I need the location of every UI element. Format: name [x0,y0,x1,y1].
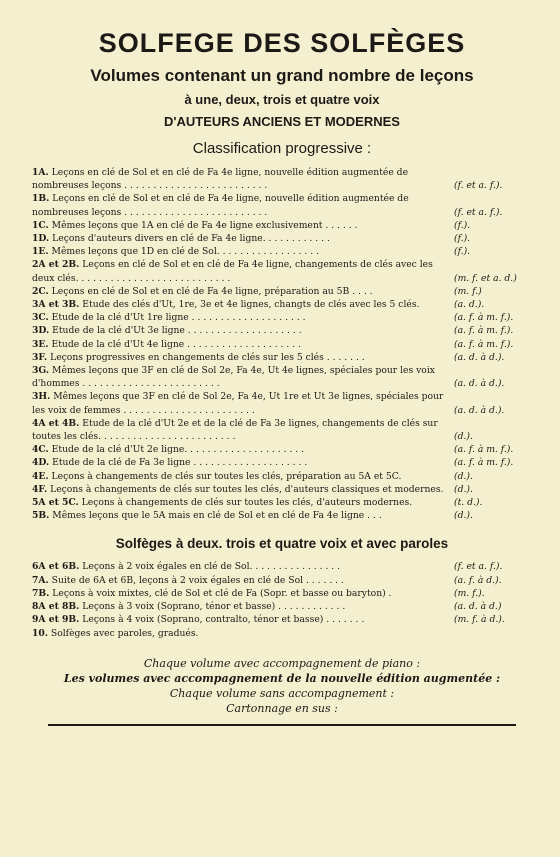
list-item [32,417,532,443]
entry-text [32,351,450,364]
entry-description: Leçons en clé de Sol et en clé de Fa 4e ligne, changements de clés avec les deux clés. . . . . . . . . . . . . . . . . . . . . . . . . . . [32,259,433,284]
list-item [32,338,532,351]
entry-text [32,245,450,258]
difficulty-code: (d.). [454,431,473,443]
entry-number: 2C. [32,285,49,297]
entry-text [32,298,450,311]
bottom-rule [48,724,516,726]
footer-line-2: Les volumes avec accompagnement de la nouvelle édition augmentée : [63,671,501,685]
entry-description: Leçons à changements de clés sur toutes les clés, d'auteurs modernes. [81,497,413,509]
list-item [32,298,532,311]
list-item [32,456,532,469]
entry-text [32,613,450,626]
list-item [32,245,532,258]
entry-number: 7B. [32,587,50,599]
entry-number: 1B. [32,193,50,205]
list-item [32,483,532,496]
entry-number: 4F. [32,483,48,495]
entry-description: Etude des clés d'Ut, 1re, 3e et 4e lignes, changts de clés avec les 5 clés. [82,299,420,311]
list-item [32,613,532,626]
list-item [32,192,532,218]
entry-description: Etude de la clé de Fa 3e ligne . . . . . . . . . . . . . . . . . . . . [52,457,308,469]
authors-line: D'AUTEURS ANCIENS ET MODERNES [164,114,400,129]
page-title: SOLFEGE DES SOLFÈGES [98,28,466,58]
entry-number: 1D. [32,233,50,245]
entry-description: Etude de la clé d'Ut 1re ligne . . . . . . . . . . . . . . . . . . . . [51,312,306,324]
footer-line-1: Chaque volume avec accompagnement de piano : [143,656,421,670]
entry-text [32,470,450,483]
difficulty-code: (a. d.). [454,299,485,311]
entry-text [32,258,450,284]
entry-number: 4D. [32,457,50,469]
entry-description: Leçons à 2 voix égales en clé de Sol. . . . . . . . . . . . . . . . [82,561,341,573]
entry-text [32,483,450,496]
entry-text [32,324,450,337]
entry-number: 8A et 8B. [32,601,80,613]
difficulty-code: (f.). [454,246,471,258]
entry-number: 4E. [32,470,49,482]
list-item [32,627,532,640]
list-item [32,219,532,232]
entry-number: 10. [32,627,48,639]
entry-number: 2A et 2B. [32,259,80,271]
list-item [32,351,532,364]
difficulty-code: (a. f. à m. f.). [454,338,514,350]
entry-number: 9A et 9B. [32,614,80,626]
list-item [32,496,532,509]
entry-description: Suite de 6A et 6B, leçons à 2 voix égales en clé de Sol . . . . . . . [51,574,344,586]
entry-description: Leçons progressives en changements de clés sur les 5 clés . . . . . . . [50,351,365,363]
section2-list [32,560,532,639]
entry-number: 5A et 5C. [32,497,79,509]
list-item [32,285,532,298]
list-item [32,509,532,522]
entry-text [32,364,450,390]
entry-description: Leçons à 3 voix (Soprano, ténor et basse) . . . . . . . . . . . . [82,601,346,613]
footer-line-3: Chaque volume sans accompagnement : [169,686,395,700]
list-item [32,311,532,324]
entry-text [32,192,450,218]
entry-description: Mêmes leçons que 1D en clé de Sol. . . . . . . . . . . . . . . . . . [51,246,319,258]
difficulty-code: (a. d. à d.). [454,378,505,390]
entry-text [32,390,450,416]
difficulty-code: (f. et a. f.). [454,206,503,218]
entry-text [32,443,450,456]
difficulty-code: (a. f. à m. f.). [454,457,514,469]
entry-text [32,509,450,522]
page-subtitle: Volumes contenant un grand nombre de leçons [90,66,474,85]
list-item [32,258,532,284]
entry-number: 6A et 6B. [32,561,80,573]
entry-text [32,574,450,587]
entry-description: Solfèges avec paroles, gradués. [50,627,199,639]
entry-number: 1C. [32,219,49,231]
footer-line-4: Cartonnage en sus : [226,701,338,715]
entry-description: Leçons à changements de clés sur toutes les clés, préparation au 5A et 5C. [51,470,402,482]
list-item [32,443,532,456]
difficulty-code: (a. f. à d.). [454,574,502,586]
list-item [32,574,532,587]
entry-text [32,285,450,298]
entry-description: Etude de la clé d'Ut 3e ligne . . . . . . . . . . . . . . . . . . . . [52,325,302,337]
entry-text [32,600,450,613]
difficulty-code: (m. f.). [454,587,485,599]
classification-list [32,166,532,522]
difficulty-code: (a. d. à d.). [454,351,505,363]
list-item [32,390,532,416]
entry-text [32,560,450,573]
difficulty-code: (f.). [454,233,471,245]
entry-description: Mêmes leçons que 3F en clé de Sol 2e, Fa 4e, Ut 1re et Ut 3e lignes, spéciales pour les voix de femmes . . . . . . . . . . . . . . . . . . . . . . . [32,391,444,416]
entry-number: 3F. [32,351,48,363]
entry-description: Etude de la clé d'Ut 2e et de la clé de Fa 3e lignes, changements de clés sur toutes les clés. . . . . . . . . . . . . . . . . . . . . . . . [32,417,438,443]
entry-number: 3D. [32,325,50,337]
difficulty-code: (a. f. à m. f.). [454,325,514,337]
difficulty-code: (d.). [454,510,473,522]
difficulty-code: (t. d.). [454,497,483,509]
list-item [32,560,532,573]
entry-description: Etude de la clé d'Ut 2e ligne. . . . . . . . . . . . . . . . . . . . . [51,444,305,456]
entry-text [32,311,450,324]
list-item [32,166,532,192]
entry-number: 4C. [32,444,49,456]
list-item [32,232,532,245]
difficulty-code: (m. f.) [454,285,482,297]
entry-description: Etude de la clé d'Ut 4e ligne . . . . . . . . . . . . . . . . . . . . [51,338,301,350]
entry-text [32,587,450,600]
classification-heading: Classification progressive : [192,140,372,157]
difficulty-code: (f. et a. f.). [454,561,503,573]
difficulty-code: (a. d. à d.) [454,601,502,613]
entry-text [32,417,450,443]
voices-line: à une, deux, trois et quatre voix [184,92,380,107]
list-item [32,587,532,600]
entry-description: Leçons à voix mixtes, clé de Sol et clé de Fa (Sopr. et basse ou baryton) . [52,587,392,599]
entry-text [32,232,450,245]
difficulty-code: (m. f. à d.). [454,614,505,626]
entry-number: 7A. [32,574,49,586]
entry-number: 1A. [32,167,49,178]
entry-text [32,627,450,640]
difficulty-code: (f. et a. f.). [454,180,503,192]
entry-number: 4A et 4B. [32,417,80,429]
entry-number: 3H. [32,391,51,403]
entry-description: Mêmes leçons que 3F en clé de Sol 2e, Fa 4e, Ut 4e lignes, spéciales pour les voix d'hommes . . . . . . . . . . . . . . . . . . . . . . . . [32,365,435,390]
entry-number: 5B. [32,510,50,522]
entry-description: Leçons d'auteurs divers en clé de Fa 4e ligne. . . . . . . . . . . . [52,233,330,245]
list-item [32,470,532,483]
entry-text [32,166,450,192]
footer-notes [32,656,532,716]
entry-description: Leçons à changements de clés sur toutes les clés, d'auteurs classiques et modernes. [50,483,444,495]
entry-description: Mêmes leçons que le 5A mais en clé de Sol et en clé de Fa 4e ligne . . . [52,510,382,522]
entry-description: Mêmes leçons que 1A en clé de Fa 4e ligne exclusivement . . . . . . [51,219,358,231]
difficulty-code: (d.). [454,470,473,482]
difficulty-code: (m. f. et a. d.) [454,272,517,284]
entry-number: 3C. [32,312,49,324]
entry-description: Leçons à 4 voix (Soprano, contralto, ténor et basse) . . . . . . . [82,614,365,626]
entry-number: 3A et 3B. [32,299,80,311]
difficulty-code: (d.). [454,483,473,495]
entry-text [32,219,450,232]
entry-text [32,496,450,509]
difficulty-code: (f.). [454,219,471,231]
difficulty-code: (a. f. à m. f.). [454,444,514,456]
entry-description: Leçons en clé de Sol et en clé de Fa 4e ligne, préparation au 5B . . . . [51,285,373,297]
entry-text [32,456,450,469]
list-item [32,364,532,390]
entry-number: 1E. [32,246,49,258]
difficulty-code: (a. d. à d.). [454,404,505,416]
section2-title: Solfèges à deux. trois et quatre voix et avec paroles [115,536,449,552]
entry-description: Leçons en clé de Sol et en clé de Fa 4e ligne, nouvelle édition augmentée de nombreuses leçons . . . . . . . . . . . . . . . . . . . . . . . . . [32,167,409,192]
entry-number: 3E. [32,338,49,350]
entry-text [32,338,450,351]
difficulty-code: (a. f. à m. f.). [454,312,514,324]
entry-description: Leçons en clé de Sol et en clé de Fa 4e ligne, nouvelle édition augmentée de nombreuses leçons . . . . . . . . . . . . . . . . . . . . . . . . . [32,193,409,218]
entry-number: 3G. [32,365,50,377]
list-item [32,600,532,613]
list-item [32,324,532,337]
